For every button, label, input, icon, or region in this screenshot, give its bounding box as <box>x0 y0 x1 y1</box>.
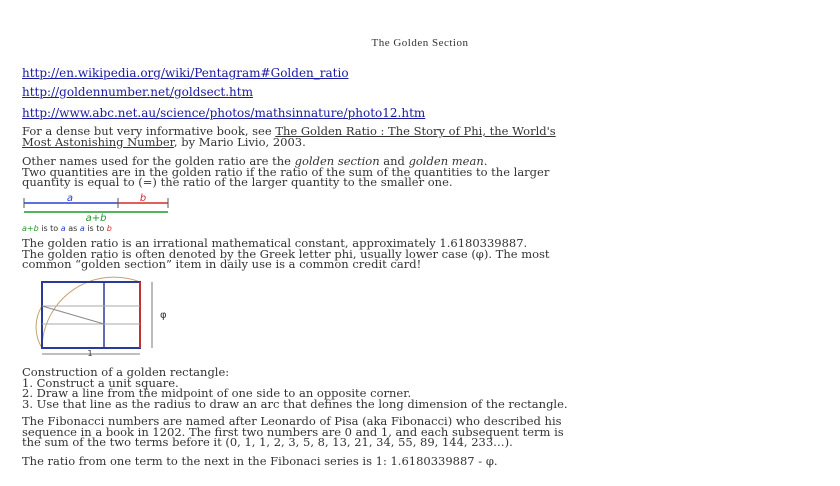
fibonacci-line3: the sum of the two terms before it (0, 1, 1, 2, 3, 5, 8, 13, 21, 34, 55, 89, 144, 233…). <box>22 435 513 449</box>
other-names-paragraph <box>22 156 822 188</box>
other-names-prefix: Other names used for the golden ratio are the <box>22 154 295 168</box>
fibonacci-paragraph <box>22 416 822 448</box>
other-names-suffix: . <box>483 154 488 168</box>
definition-line1: Two quantities are in the golden ratio if the ratio of the sum of the quantities to the larger <box>22 164 550 179</box>
caption-as: as <box>68 224 80 233</box>
irrational-line3: common “golden section” item in daily use is a common credit card! <box>22 257 422 271</box>
definition-line2: quantity is equal to (=) the ratio of the larger quantity to the smaller one. <box>22 175 453 189</box>
caption-b: b <box>106 224 112 233</box>
caption-a2: a <box>79 224 85 233</box>
golden-rectangle-frame <box>42 282 140 348</box>
book-prefix: For a dense but very informative book, see <box>22 124 276 138</box>
construction-step-1: 1. Construct a unit square. <box>22 375 179 390</box>
construction-step-2: 2. Draw a line from the midpoint of one side to an opposite corner. <box>22 386 412 400</box>
caption-ab: a+b <box>22 224 39 233</box>
link-wikipedia-pentagram[interactable]: http://en.wikipedia.org/wiki/Pentagram#Golden_ratio <box>22 66 349 80</box>
book-paragraph <box>22 126 822 147</box>
label-ab: a+b <box>85 213 107 224</box>
golden-rectangle-diagram <box>20 276 190 358</box>
label-phi: φ <box>160 310 167 321</box>
caption-is-to-1: is to <box>41 224 61 233</box>
construction-paragraph <box>22 367 822 409</box>
link-abc-photo[interactable]: http://www.abc.net.au/science/photos/mathsinnature/photo12.htm <box>22 106 426 120</box>
construction-step-3: 3. Use that line as the radius to draw an arc that defines the long dimension of the rectangle. <box>22 396 568 411</box>
ratio-line: The ratio from one term to the next in the Fibonaci series is 1: 1.6180339887 - φ. <box>22 454 498 468</box>
label-one: 1 <box>87 349 93 358</box>
fibonacci-line2: sequence in a book in 1202. The first two numbers are 0 and 1, and each subsequent term is <box>22 424 564 439</box>
caption-is-to-2: is to <box>87 224 107 233</box>
irrational-line1: The golden ratio is an irrational mathematical constant, approximately 1.6180339887. <box>22 236 528 250</box>
golden-segment-diagram <box>18 190 178 234</box>
book-suffix: , by Mario Livio, 2003. <box>173 134 306 149</box>
segment-caption <box>22 224 112 233</box>
construction-arc <box>42 277 140 348</box>
diagonal-radius <box>42 306 104 324</box>
fibonacci-line1: The Fibonacci numbers are named after Leonardo of Pisa (aka Fibonacci) who described his <box>22 414 562 428</box>
book-title-line2: Most Astonishing Number <box>22 134 174 149</box>
irrational-line2: The golden ratio is often denoted by the Greek letter phi, usually lower case (φ). The most <box>22 246 550 261</box>
term-golden-mean: golden mean <box>408 154 484 168</box>
caption-a1: a <box>60 224 66 233</box>
other-names-middle: and <box>379 154 409 168</box>
book-title-line1: The Golden Ratio : The Story of Phi, the World's <box>275 124 556 138</box>
label-a: a <box>66 193 74 204</box>
construction-heading: Construction of a golden rectangle: <box>22 365 230 379</box>
term-golden-section: golden section <box>294 154 380 168</box>
ratio-paragraph <box>22 456 822 467</box>
page-title: The Golden Section <box>371 37 469 49</box>
label-b: b <box>139 193 147 204</box>
irrational-paragraph <box>22 238 822 270</box>
link-goldennumber[interactable]: http://goldennumber.net/goldsect.htm <box>22 85 253 99</box>
